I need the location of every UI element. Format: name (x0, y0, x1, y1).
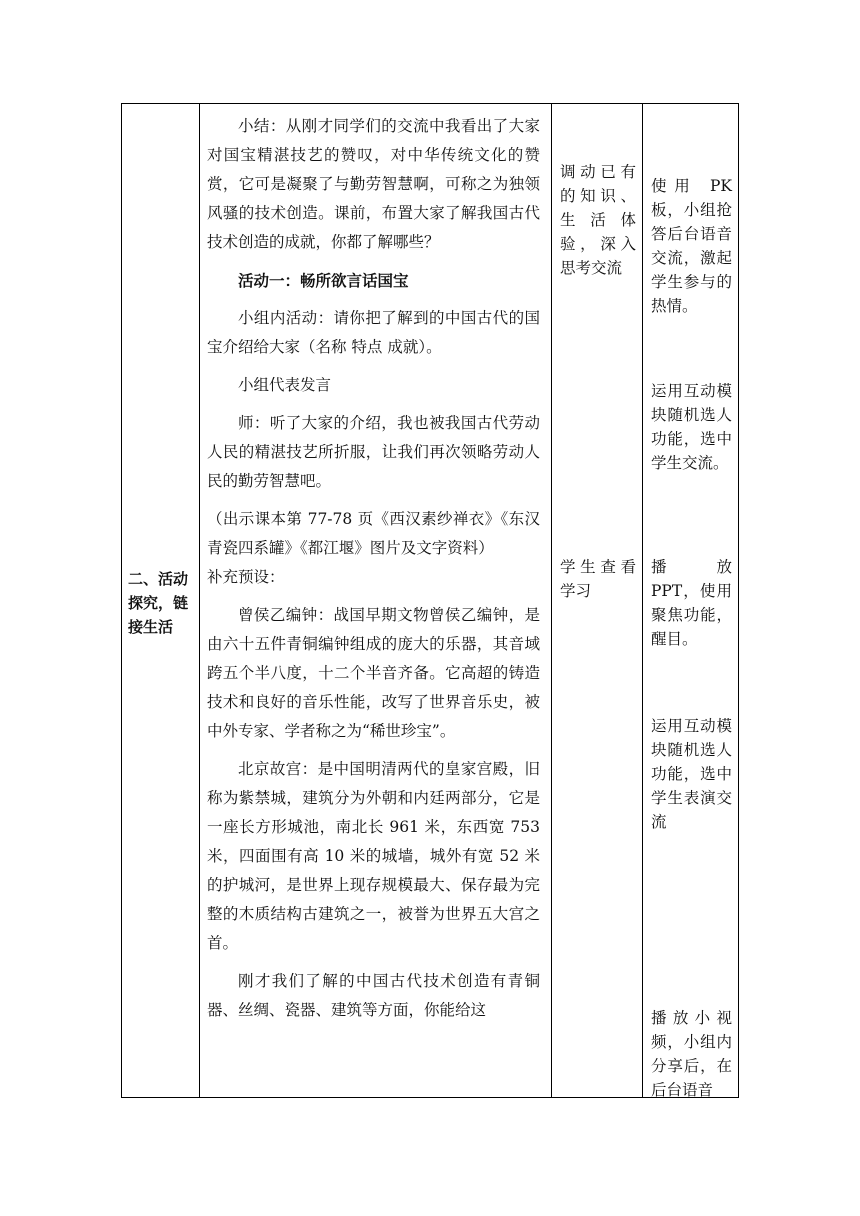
column-divider (199, 104, 200, 1097)
bianzhong-paragraph: 曾侯乙编钟：战国早期文物曾侯乙编钟，是由六十五件青铜编钟组成的庞大的乐器，其音域跨五个半八度，十二个半音齐备。它高超的铸造技术和良好的音乐性能，改写了世界音乐史，被中外专家、学者称之为“稀世珍宝”。 (207, 606, 540, 740)
supplement-label: 补充预设： (207, 568, 285, 586)
section-label: 二、活动探究，链接生活 (128, 570, 189, 636)
teaching-content-cell (207, 112, 540, 1025)
group-activity-paragraph: 小组内活动：请你把了解到的中国古代的国宝介绍给大家（名称 特点 成就）。 (207, 309, 540, 356)
gugong-paragraph: 北京故宫：是中国明清两代的皇家宫殿，旧称为紫禁城，建筑分为外朝和内廷两部分，它是一座长方形城池，南北长 961 米，东西宽 753 米，四面围有高 10 米的城墙，城外有宽 52 米的护城河，是世界上现存规模最大、保存最为完整的木质结构古建筑之一，被誉为世界五大宫之首。 (207, 760, 540, 952)
tech-note-cell-1 (651, 174, 732, 318)
student-intent-1: 调动已有的知识、生活体验，深入思考交流 (560, 163, 636, 277)
show-materials-paragraph: （出示课本第 77-78 页《西汉素纱禅衣》《东汉青瓷四系罐》《都江堰》图片及文字资料） (207, 510, 540, 557)
tech-note-1: 使用 PK 板，小组抢答后台语音交流，激起学生参与的热情。 (651, 177, 732, 315)
section-label-cell (128, 567, 194, 639)
student-activity-cell-1 (560, 160, 636, 280)
lesson-plan-table (121, 103, 739, 1098)
tech-note-4: 运用互动模块随机选人功能，选中学生表演交流 (651, 717, 732, 831)
tech-note-cell-2 (651, 379, 732, 475)
teacher-remark-paragraph: 师：听了大家的介绍，我也被我国古代劳动人民的精湛技艺所折服，让我们再次领略劳动人民的勤劳智慧吧。 (207, 414, 540, 490)
activity-title: 活动一：畅所欲言话国宝 (238, 271, 409, 290)
tech-note-cell-5 (651, 1006, 732, 1102)
summary-paragraph: 小结：从刚才同学们的交流中我看出了大家对国宝精湛技艺的赞叹，对中华传统文化的赞赏，它可是凝聚了与勤劳智慧啊，可称之为独领风骚的技术创造。课前，布置大家了解我国古代技术创造的成就，你都了解哪些？ (207, 117, 540, 251)
student-activity-cell-2 (560, 555, 636, 603)
tech-note-3: 播放 PPT，使用聚焦功能，醒目。 (651, 558, 732, 648)
tech-note-2: 运用互动模块随机选人功能，选中学生交流。 (651, 382, 732, 472)
tech-note-cell-3 (651, 555, 732, 651)
group-speech-paragraph: 小组代表发言 (238, 376, 332, 394)
tech-note-5: 播放小视频，小组内分享后，在后台语音 (651, 1009, 732, 1099)
column-divider (551, 104, 552, 1097)
closing-paragraph: 刚才我们了解的中国古代技术创造有青铜器、丝绸、瓷器、建筑等方面，你能给这 (207, 972, 540, 1019)
student-intent-2: 学生查看学习 (560, 558, 636, 600)
tech-note-cell-4 (651, 714, 732, 834)
column-divider (642, 104, 643, 1097)
